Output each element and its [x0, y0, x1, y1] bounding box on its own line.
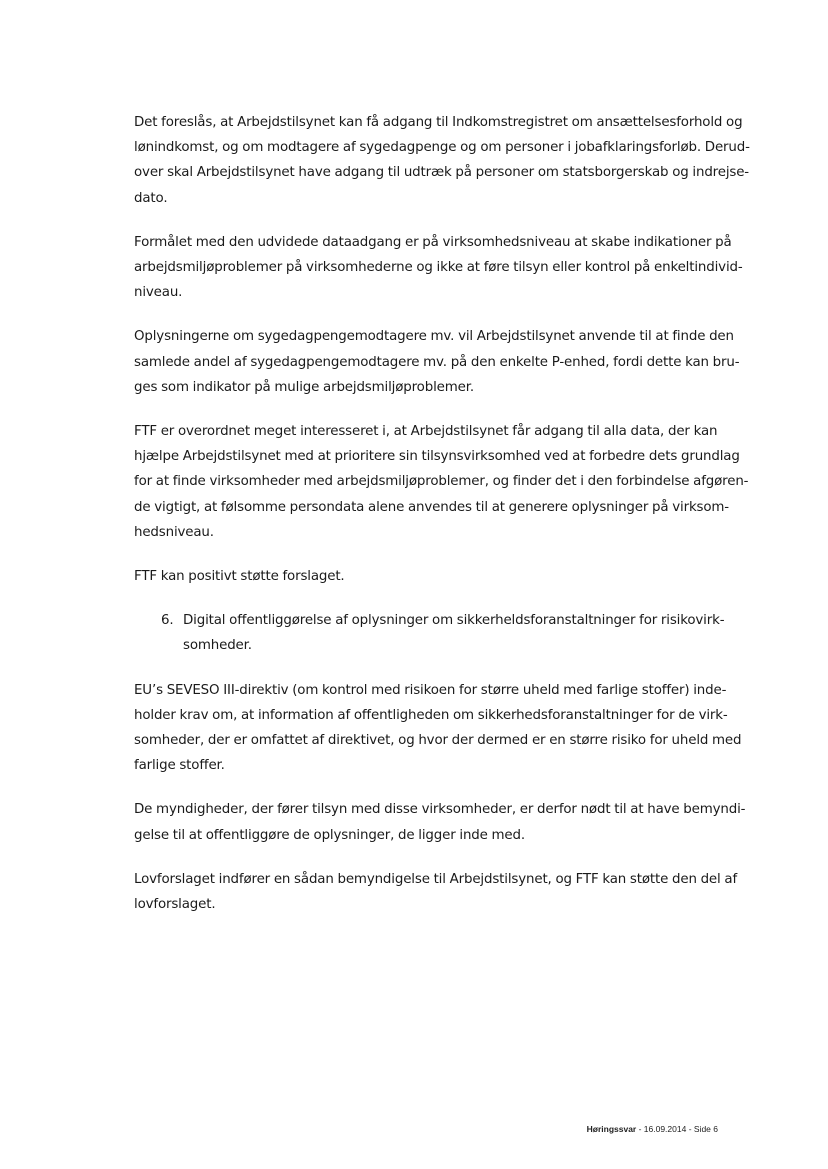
text-line: farlige stoffer. — [134, 758, 225, 774]
footer-date-page: - 16.09.2014 - Side 6 — [636, 1124, 718, 1134]
text-line: arbejdsmiljøproblemer på virksomhederne og ikke at føre tilsyn eller kontrol på enkeltindivid- — [134, 260, 743, 276]
text-line: samlede andel af sygedagpengemodtagere mv. på den enkelte P-enhed, fordi dette kan bru- — [134, 354, 740, 370]
paragraph-6 — [134, 678, 742, 779]
paragraph-5 — [134, 564, 724, 589]
paragraph-7 — [134, 797, 746, 847]
text-line: somheder, der er omfattet af direktivet, og hvor der dermed er en større risiko for uheld med — [134, 733, 742, 749]
text-line: hjælpe Arbejdstilsynet med at prioritere sin tilsynsvirksomhed ved at forbedre dets grundlag — [134, 449, 740, 465]
text-line: de vigtigt, at følsomme persondata alene anvendes til at generere oplysninger på virksom- — [134, 499, 729, 515]
text-line: over skal Arbejdstilsynet have adgang til udtræk på personer om statsborgerskab og indrejse- — [134, 165, 749, 181]
text-line: gelse til at offentliggøre de oplysninger, de ligger inde med. — [134, 827, 525, 843]
text-line: for at finde virksomheder med arbejdsmiljøproblemer, og finder det i den forbindelse afgøren- — [134, 474, 749, 490]
text-line: hedsniveau. — [134, 524, 214, 540]
text-line: FTF er overordnet meget interesseret i, at Arbejdstilsynet får adgang til alla data, der kan — [134, 424, 718, 440]
page-footer — [587, 1124, 718, 1134]
item-text — [183, 608, 724, 658]
text-line: lønindkomst, og om modtagere af sygedagpenge og om personer i jobafklaringsforløb. Derud- — [134, 140, 750, 156]
text-line: EU’s SEVESO III-direktiv (om kontrol med risikoen for større uheld med farlige stoffer) inde- — [134, 682, 727, 698]
text-line: niveau. — [134, 285, 183, 301]
text-line: De myndigheder, der fører tilsyn med disse virksomheder, er derfor nødt til at have bemyndi- — [134, 802, 746, 818]
text-line: ges som indikator på mulige arbejdsmiljøproblemer. — [134, 379, 474, 395]
text-line: FTF kan positivt støtte forslaget. — [134, 569, 345, 585]
text-line: Oplysningerne om sygedagpengemodtagere mv. vil Arbejdstilsynet anvende til at finde den — [134, 329, 734, 345]
numbered-heading — [134, 608, 724, 658]
text-line: dato. — [134, 190, 168, 206]
text-line: holder krav om, at information af offentligheden om sikkerhedsforanstaltninger for de virk- — [134, 707, 728, 723]
paragraph-1 — [134, 110, 750, 211]
paragraph-4 — [134, 419, 749, 545]
document-body — [134, 110, 750, 936]
text-line: Digital offentliggørelse af oplysninger om sikkerheldsforanstaltninger for risikovirk- — [183, 613, 725, 629]
paragraph-3 — [134, 324, 740, 400]
text-line: somheder. — [183, 638, 252, 654]
footer-label: Høringssvar — [586, 1124, 637, 1134]
text-line: Lovforslaget indfører en sådan bemyndigelse til Arbejdstilsynet, og FTF kan støtte den del af — [134, 871, 738, 887]
text-line: Det foreslås, at Arbejdstilsynet kan få adgang til Indkomstregistret om ansættelsesforhold og — [134, 115, 743, 130]
item-number: 6. — [161, 613, 174, 629]
text-line: lovforslaget. — [134, 897, 216, 913]
paragraph-8 — [134, 867, 738, 917]
text-line: Formålet med den udvidede dataadgang er på virksomhedsniveau at skabe indikationer på — [134, 234, 732, 250]
paragraph-2 — [134, 230, 743, 306]
